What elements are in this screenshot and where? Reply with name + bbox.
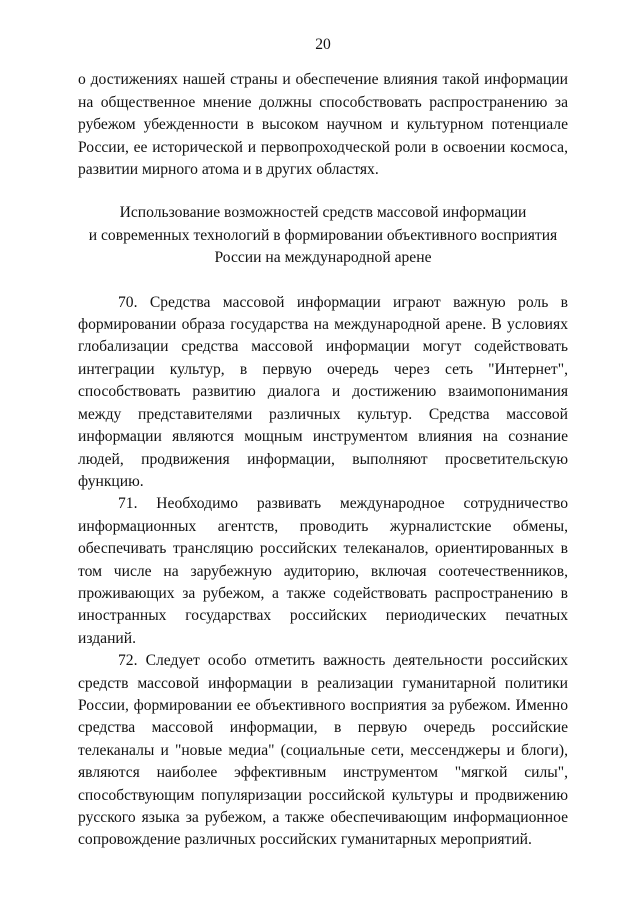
section-heading-line-1: Использование возможностей средств массовой информации xyxy=(119,204,527,222)
paragraph-intro: о достижениях нашей страны и обеспечение влияния такой информации на общественное мнение должны способствовать распространению за рубежом убежденности в высоком научном и культурном потенциале России, ее исторической и первопроходческой роли в освоении космоса, развитии мирного атома и в других областях. xyxy=(78,71,568,179)
page-number: 20 xyxy=(315,36,331,53)
paragraph-71: 71. Необходимо развивать международное сотрудничество информационных агентств, проводить журналистские обмены, обеспечивать трансляцию российских телеканалов, ориентированных в том числе на зарубежную аудиторию, включая соотечественников, проживающих за рубежом, а также содействовать распространению в иностранных государствах российских периодических печатных изданий. xyxy=(78,495,568,647)
paragraph-70: 70. Средства массовой информации играют важную роль в формировании образа государства на международной арене. В условиях глобализации средства массовой информации могут содействовать интеграции культур, в первую очередь через сеть "Интернет", способствовать развитию диалога и достижению взаимопонимания между представителями различных культур. Средства массовой информации являются мощным инструментом влияния на сознание людей, продвижения информации, выполняют просветительскую функцию. xyxy=(78,293,568,490)
section-heading-line-3: России на международной арене xyxy=(214,249,432,267)
section-heading xyxy=(78,202,568,269)
paragraph-72: 72. Следует особо отметить важность деятельности российских средств массовой информации в реализации гуманитарной политики России, формировании ее объективного восприятия за рубежом. Именно средства массовой информации, в первую очередь российские телеканалы и "новые медиа" (социальные сети, мессенджеры и блоги), являются наиболее эффективным инструментом "мягкой силы", способствующим популяризации российской культуры и продвижению русского языка за рубежом, а также обеспечивающим информационное сопровождение различных российских гуманитарных мероприятий. xyxy=(78,652,568,849)
document-page xyxy=(78,34,568,852)
section-heading-line-2: и современных технологий в формировании объективного восприятия xyxy=(88,226,558,244)
